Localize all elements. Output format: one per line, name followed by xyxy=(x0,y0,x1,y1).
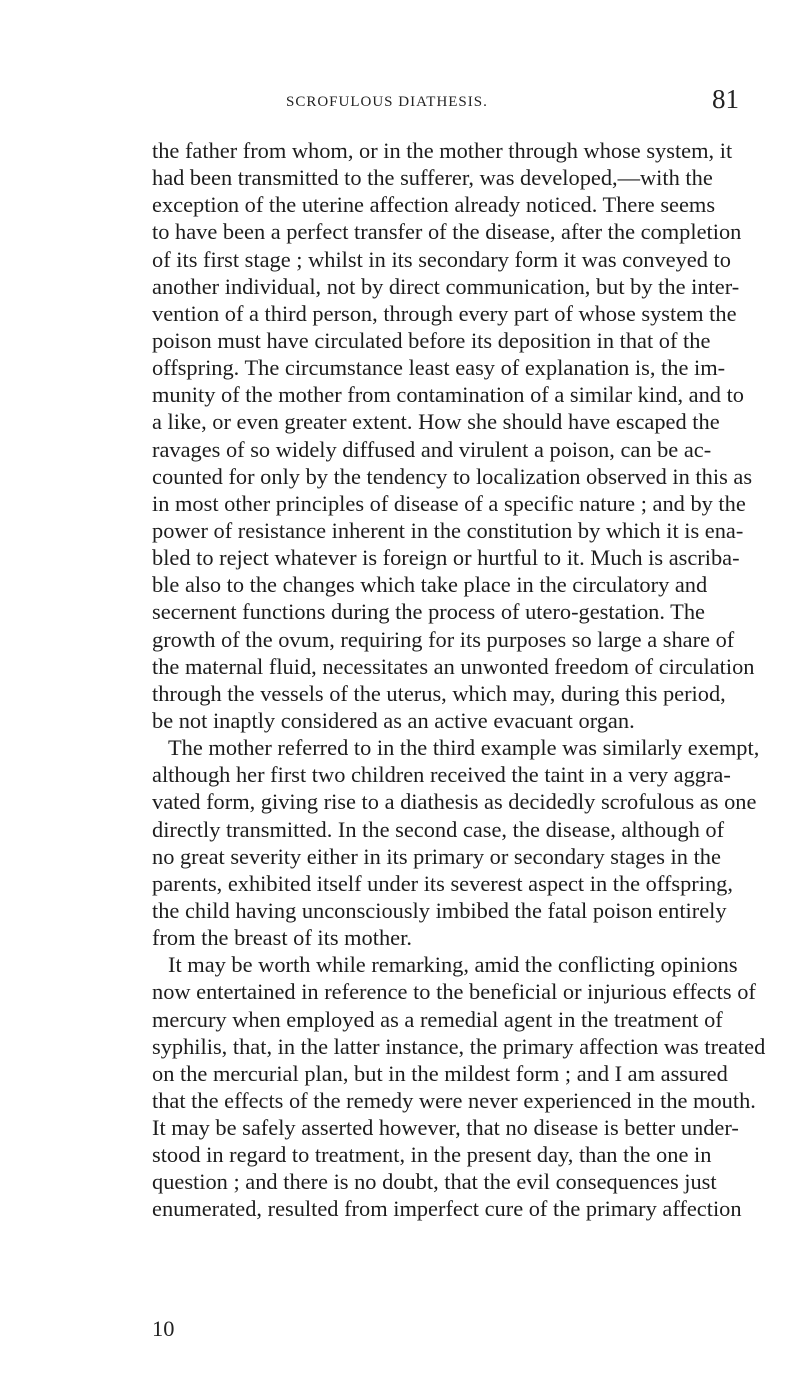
text-line: the maternal fluid, necessitates an unwonted freedom of circulation xyxy=(152,653,755,679)
text-line: offspring. The circumstance least easy of explanation is, the im- xyxy=(152,355,726,381)
text-line: ravages of so widely diffused and virulent a poison, can be ac- xyxy=(152,436,712,462)
text-line: to have been a perfect transfer of the disease, after the completion xyxy=(152,219,742,245)
text-line: directly transmitted. In the second case, the disease, although of xyxy=(152,816,725,842)
running-head xyxy=(0,82,800,122)
page-number: 81 xyxy=(712,84,739,114)
text-line: on the mercurial plan, but in the mildest form ; and I am assured xyxy=(152,1060,728,1086)
paragraph-start-line: The mother referred to in the third example was similarly exempt, xyxy=(168,735,760,761)
text-line: mercury when employed as a remedial agent in the treatment of xyxy=(152,1006,723,1032)
text-line: of its first stage ; whilst in its secondary form it was conveyed to xyxy=(152,246,731,272)
text-line: bled to reject whatever is foreign or hurtful to it. Much is ascriba- xyxy=(152,545,740,571)
text-line: secernent functions during the process of utero-gestation. The xyxy=(152,599,705,625)
text-line: poison must have circulated before its deposition in that of the xyxy=(152,327,711,353)
text-line: It may be safely asserted however, that no disease is better under- xyxy=(152,1115,739,1141)
text-line: question ; and there is no doubt, that the evil consequences just xyxy=(152,1169,717,1195)
text-line: the father from whom, or in the mother through whose system, it xyxy=(152,138,733,163)
text-line: parents, exhibited itself under its severest aspect in the offspring, xyxy=(152,870,733,896)
text-line: exception of the uterine affection already noticed. There seems xyxy=(152,192,716,218)
paragraph-end-line: from the breast of its mother. xyxy=(152,925,412,951)
text-line: another individual, not by direct communication, but by the inter- xyxy=(152,273,740,299)
paragraph-start-line: It may be worth while remarking, amid the conflicting opinions xyxy=(168,952,738,978)
text-line: no great severity either in its primary or secondary stages in the xyxy=(152,843,721,869)
text-line: through the vessels of the uterus, which may, during this period, xyxy=(152,680,726,706)
text-line: counted for only by the tendency to localization observed in this as xyxy=(152,463,753,489)
text-line: enumerated, resulted from imperfect cure of the primary affection xyxy=(152,1196,742,1222)
text-line: ble also to the changes which take place in the circulatory and xyxy=(152,572,708,598)
text-line: stood in regard to treatment, in the present day, than the one in xyxy=(152,1142,712,1168)
text-line: although her first two children received the taint in a very aggra- xyxy=(152,762,731,788)
text-line: that the effects of the remedy were never experienced in the mouth. xyxy=(152,1087,756,1113)
text-line: munity of the mother from contamination of a similar kind, and to xyxy=(152,382,744,408)
text-line: had been transmitted to the sufferer, was developed,—with the xyxy=(152,165,713,191)
text-line: vention of a third person, through every part of whose system the xyxy=(152,300,737,326)
text-line: in most other principles of disease of a specific nature ; and by the xyxy=(152,490,746,516)
running-title: SCROFULOUS DIATHESIS. xyxy=(286,94,488,110)
text-line: the child having unconsciously imbibed the fatal poison entirely xyxy=(152,897,727,923)
text-line: power of resistance inherent in the constitution by which it is ena- xyxy=(152,517,744,543)
text-line: a like, or even greater extent. How she should have escaped the xyxy=(152,409,720,435)
paragraph-end-line: be not inaptly considered as an active evacuant organ. xyxy=(152,707,635,733)
text-line: vated form, giving rise to a diathesis as decidedly scrofulous as one xyxy=(152,789,757,815)
signature-mark: 10 xyxy=(152,1316,175,1341)
text-line: syphilis, that, in the latter instance, the primary affection was treated xyxy=(152,1033,766,1059)
text-line: now entertained in reference to the beneficial or injurious effects of xyxy=(152,979,756,1005)
body-text xyxy=(152,137,766,1223)
text-line: growth of the ovum, requiring for its purposes so large a share of xyxy=(152,626,735,652)
